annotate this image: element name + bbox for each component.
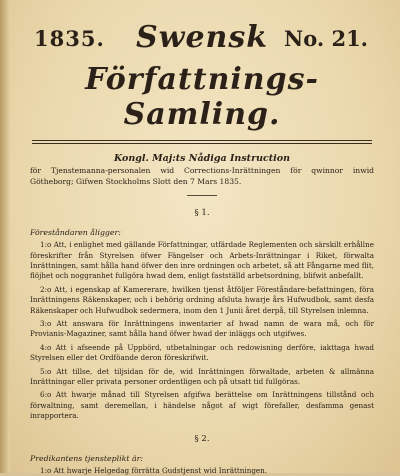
section-subheading: Predikantens tjensteplikt är: (30, 453, 143, 463)
paragraph: 1:o Att, i enlighet med gällande Författningar, utfärdade Reglementen och särskilt erhållne föreskrifter från Styrelsen öfwer Fängelser och Arbets-Inrättningar i Riket, förwalta Inrättningen, samt hålla hand öfwer den inre ordningen och arbetet, så att Fångarne med flit, flöjhet och noggranhet fullgöra hwad dem, enligt fastställd arbetsordning, blifwit anbefallt. (30, 240, 374, 281)
masthead-rule (32, 140, 372, 141)
page-edge-shadow (0, 0, 10, 473)
intro-divider (187, 195, 217, 196)
masthead-rule-thin (32, 143, 372, 144)
paragraph: 6:o Att hwarje månad till Styrelsen afgifwa berättelse om Inrättningens tillstånd och förwaltning, samt deremellan, i händelse något af wigt förefaller, desfamma genast inrapportera. (30, 390, 374, 421)
document-intro: för Tjenstemanna-personalen wid Corrections-Inrättningen för qwinnor inwid Götheborg; Gifwen Stockholms Slott den 7 Mars 1835. (30, 166, 374, 186)
document-heading: Kongl. Maj:ts Nådiga Instruction (113, 153, 291, 164)
section-body (30, 240, 374, 422)
paragraph: 1:o Att hwarje Helgedag förrätta Gudstjenst wid Inrättningen. (40, 465, 268, 475)
paragraph: 3:o Att answara för Inrättningens inwentarier af hwad namn de wara må, och för Provianis-Magaziner, samt hålla hand öfwer hwad der inläggs och utgifwes. (30, 319, 374, 339)
masthead (26, 18, 378, 58)
section-number: § 1. (194, 208, 210, 219)
section-number: § 2. (194, 433, 210, 444)
section-body (30, 466, 374, 476)
issue-number: No. 21. (284, 26, 368, 51)
masthead-title-line2: Författnings-Samling. (85, 62, 319, 132)
paragraph: 5:o Att tillse, det tiljsidan för de, wid Inrättningen förwaltade, arbeten & allmänna Inrättningar eller privata personer ordentligen och på utsatt tid fullgöras. (30, 366, 374, 387)
paragraph: 4:o Att i afseende på Uppbörd, utbetalningar och redowisning derföre, iakttaga hwad Styrelsen eller det Ordföande deron föreskrifwit. (30, 342, 374, 363)
publication-year: 1835. (34, 26, 105, 51)
paragraph: 2:o Att, i egenskap af Kamererare, hwilken tjenst åtföljer Föreståndare-befattningen, föra Inrättningens Räkenskaper, och i behörig ordning afsluta hwarje års Hufwudbok, samt desfa Räkenskaper och Hufwudbok sedermera, inom den 1 Junii året derpå, till Styrelsen inlemna. (30, 284, 374, 315)
masthead-title-line1: Swensk (135, 20, 269, 55)
section-subheading: Föreståndaren åligger: (30, 228, 121, 238)
